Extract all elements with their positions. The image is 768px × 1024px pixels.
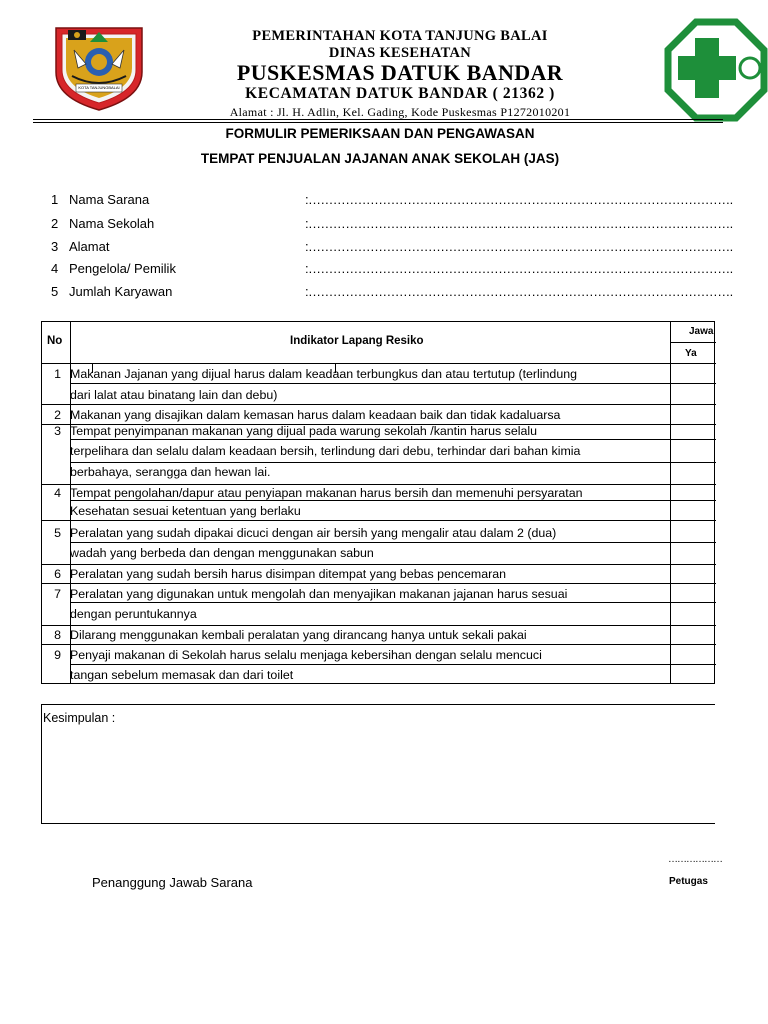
header-address: Alamat : Jl. H. Adlin, Kel. Gading, Kode Puskesmas P1272010201 (229, 105, 571, 119)
field-label-alamat: Alamat (69, 239, 110, 254)
field-label-jumlah-karyawan: Jumlah Karyawan (69, 284, 173, 299)
checklist-table (41, 321, 715, 684)
row-divider (42, 404, 716, 405)
row-divider (42, 363, 716, 364)
row-number: 2 (54, 408, 61, 422)
conclusion-label: Kesimpulan : (43, 711, 116, 725)
field-number: 5 (51, 284, 59, 299)
sub-row-divider (70, 383, 716, 384)
header-rule (33, 122, 723, 123)
row-divider (42, 520, 716, 521)
conclusion-box[interactable] (41, 704, 715, 824)
header-no: No (47, 335, 63, 347)
row-number: 7 (54, 587, 61, 601)
field-number: 3 (51, 239, 59, 254)
row-text: Penyaji makanan di Sekolah harus selalu menjaga kebersihan dengan selalu mencuci (70, 648, 542, 662)
sub-row-divider (70, 462, 716, 463)
field-input-nama-sekolah[interactable]: :…………………………………………………………………………………………. (305, 216, 733, 231)
row-text: Peralatan yang digunakan untuk mengolah dan menyajikan makanan jajanan harus sesuai (70, 587, 568, 601)
field-input-alamat[interactable]: :…………………………………………………………………………………………. (305, 239, 733, 254)
header-district: KECAMATAN DATUK BANDAR ( 21362 ) (245, 85, 555, 102)
row-text: Dilarang menggunakan kembali peralatan yang dirancang hanya untuk sekali pakai (70, 628, 527, 642)
row-divider (42, 644, 716, 645)
signature-line-officer: ……………… (668, 854, 722, 865)
sub-row-divider (70, 664, 716, 665)
row-text: Tempat pengolahan/dapur atau penyiapan makanan harus bersih dan memenuhi persyaratan (70, 486, 583, 500)
header-rule (33, 119, 723, 120)
field-input-pengelola[interactable]: :…………………………………………………………………………………………. (305, 261, 733, 276)
sub-row-divider (70, 542, 716, 543)
header-indicator: Indikator Lapang Resiko (290, 335, 424, 347)
row-text: berbahaya, serangga dan hewan lai. (70, 465, 271, 479)
header-government: PEMERINTAHAN KOTA TANJUNG BALAI (252, 28, 548, 44)
header-puskesmas: PUSKESMAS DATUK BANDAR (236, 60, 564, 85)
crest-label: KOTA TANJUNGBALAI (78, 85, 120, 90)
signature-label-officer: Petugas (669, 876, 708, 887)
sub-row-divider (70, 500, 716, 501)
row-text: dengan peruntukannya (70, 607, 197, 621)
row-text: dari lalat atau binatang lain dan debu) (70, 388, 278, 402)
header-yes: Ya (685, 348, 697, 359)
row-text: tangan sebelum memasak dan dari toilet (70, 668, 294, 682)
field-number: 2 (51, 216, 59, 231)
city-crest-icon (50, 20, 148, 112)
sub-row-divider (70, 602, 716, 603)
row-number: 9 (54, 648, 61, 662)
signature-label-responsible: Penanggung Jawab Sarana (92, 875, 253, 890)
form-subtitle: TEMPAT PENJUALAN JAJANAN ANAK SEKOLAH (JAS) (200, 151, 560, 166)
puskesmas-logo-icon (650, 20, 768, 114)
field-label-nama-sekolah: Nama Sekolah (69, 216, 155, 231)
row-text: terpelihara dan selalu dalam keadaan bersih, terlindung dari debu, terhindar dari bahan kimia (70, 444, 581, 458)
col-divider (670, 322, 671, 683)
row-divider (670, 342, 716, 343)
row-text: Peralatan yang sudah bersih harus disimpan ditempat yang bebas pencemaran (70, 567, 507, 581)
row-text: Peralatan yang sudah dipakai dicuci dengan air bersih yang mengalir atau dalam 2 (dua) (70, 526, 557, 540)
field-number: 1 (51, 192, 59, 207)
form-title: FORMULIR PEMERIKSAAN DAN PENGAWASAN (225, 126, 535, 141)
sub-row-divider (70, 439, 716, 440)
row-text: Kesehatan sesuai ketentuan yang berlaku (70, 504, 301, 518)
row-number: 8 (54, 628, 61, 642)
row-text: wadah yang berbeda dan dengan menggunakan sabun (70, 546, 374, 560)
row-text: Makanan Jajanan yang dijual harus dalam keadaan terbungkus dan atau tertutup (terlindung (70, 367, 577, 381)
field-input-jumlah-karyawan[interactable]: :…………………………………………………………………………………………. (305, 284, 733, 299)
row-number: 4 (54, 486, 61, 500)
row-divider (42, 564, 716, 565)
header-answer: Jawa (689, 326, 714, 337)
field-label-nama-sarana: Nama Sarana (69, 192, 150, 207)
field-input-nama-sarana[interactable]: :…………………………………………………………………………………………. (305, 192, 733, 207)
row-number: 1 (54, 367, 61, 381)
row-text: Makanan yang disajikan dalam kemasan harus dalam keadaan baik dan tidak kadaluarsa (70, 408, 561, 422)
row-text: Tempat penyimpanan makanan yang dijual pada warung sekolah /kantin harus selalu (70, 424, 538, 438)
row-divider (42, 583, 716, 584)
row-divider (42, 625, 716, 626)
row-divider (42, 484, 716, 485)
row-number: 5 (54, 526, 61, 540)
row-number: 6 (54, 567, 61, 581)
header-department: DINAS KESEHATAN (328, 45, 472, 61)
field-label-pengelola: Pengelola/ Pemilik (69, 261, 176, 276)
field-number: 4 (51, 261, 59, 276)
row-number: 3 (54, 424, 61, 438)
